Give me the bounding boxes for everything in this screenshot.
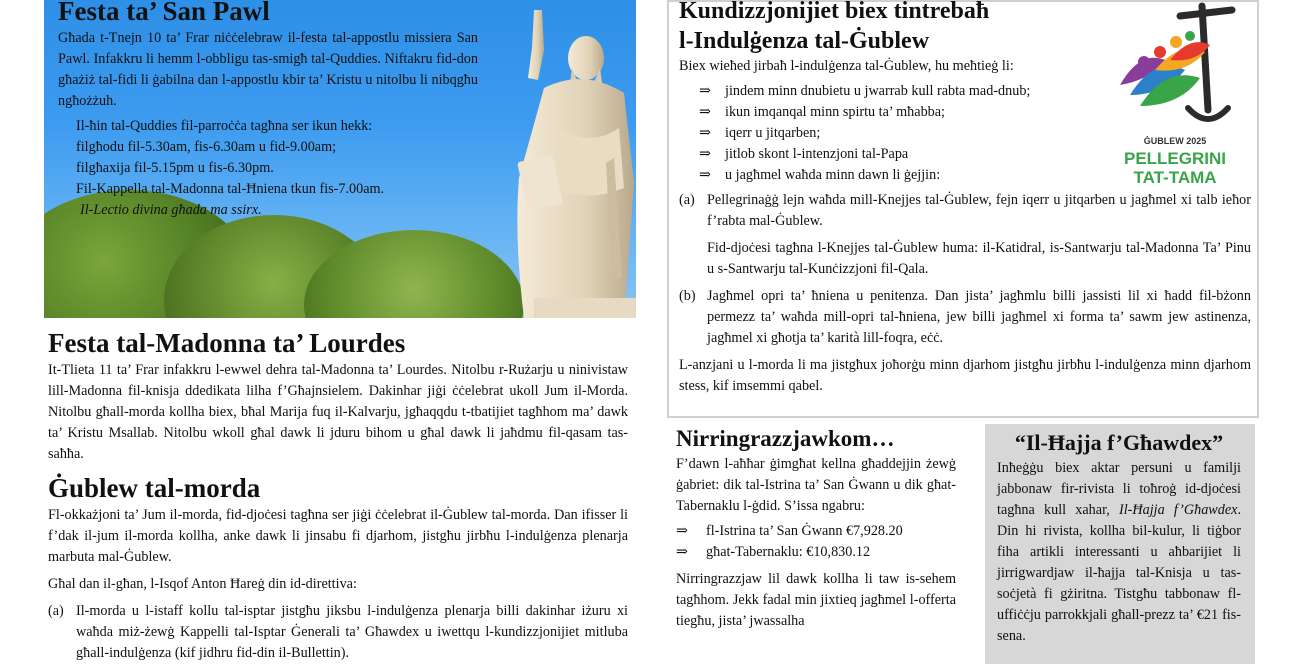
logo-year: ĠUBLEW 2025 bbox=[1143, 136, 1207, 146]
arrow-icon: ⇒ bbox=[699, 146, 711, 162]
arrow-icon: ⇒ bbox=[699, 125, 711, 141]
gublew-morda-body: Fl-okkażjoni ta’ Jum il-morda, fid-djoċesi tagħna ser jiġi ċċelebrat il-Ġublew tal-morda. Dan ifisser li f’dak il-jum il-morda kollha, anke dawk li jinsabu fi djarhom, jistgħu jirbħu l-indulġenza plenarja marbuta mal-Ġublew. bbox=[48, 507, 628, 565]
thanks-intro: F’dawn l-aħħar ġimgħat kellna għaddejjin żewġ ġabriet: dik tal-Istrina ta’ San Ġwann u dik għat-Tabernaklu l-ġdid. S’issa ngabru: bbox=[676, 456, 956, 514]
directive-item-text: Il-morda u l-istaff kollu tal-isptar jistgħu jiksbu l-indulġenza plenarja billi dakinhar iżuru xi waħda miż-żewġ Kappelli tal-Isptar Ġenerali ta’ Għawdex u iwettqu l-kundizzjonijiet mitluba għall-indulġenza (kif jidhru fid-din il-Bullettin). bbox=[76, 603, 628, 661]
jubilee-logo bbox=[1110, 0, 1240, 190]
amount-text: fl-Istrina ta’ San Ġwann €7,928.20 bbox=[706, 523, 903, 539]
gublew-morda-title: Ġublew tal-morda bbox=[48, 473, 261, 503]
item-marker: (b) bbox=[679, 288, 696, 304]
san-pawl-article bbox=[58, 0, 478, 221]
option-a bbox=[679, 190, 1251, 232]
arrow-icon: ⇒ bbox=[699, 167, 711, 183]
item-marker: (a) bbox=[679, 192, 695, 208]
directive-item-a bbox=[48, 601, 628, 664]
arrow-icon: ⇒ bbox=[676, 544, 688, 560]
mass-times-line: filgħaxija fil-5.15pm u fis-6.30pm. bbox=[76, 160, 274, 176]
indulgenza-title-line1: Kundizzjonijiet biex tintrebaħ bbox=[679, 0, 990, 24]
san-pawl-title: Festa ta’ San Pawl bbox=[58, 0, 270, 26]
lourdes-body: It-Tlieta 11 ta’ Frar infakkru l-ewwel dehra tal-Madonna ta’ Lourdes. Nitolbu r-Rużarju u ninivistaw lill-Madonna fil-knisja ddedikata lilha f’Għajnsielem. Dakinhar jiġi ċċelebrat ukoll Jum il-Morda. Nitolbu għall-morda kollha biex, bħal Marija fuq il-Kalvarju, jgħaqqdu t-tbatijiet tagħhom ma’ dawk ta’ Kristu Msallab. Nitolbu wkoll għal dawk li jduru bihom u għal dawk li jaħdmu fil-qasam tas-saħħa. bbox=[48, 362, 628, 462]
mass-times-line: Il-ħin tal-Quddies fil-parroċċa tagħna ser ikun hekk: bbox=[76, 118, 373, 134]
hajja-box bbox=[985, 424, 1255, 664]
amount-row bbox=[676, 542, 956, 563]
logo-motto-line2: TAT-TAMA bbox=[1133, 168, 1217, 187]
mass-times-line: filgħodu fil-5.30am, fis-6.30am u fid-9.00am; bbox=[76, 139, 337, 155]
option-a-text: Pellegrinaġġ lejn waħda mill-Knejjes tal-Ġublew, fejn iqerr u jitqarben u jagħmel xi talb ieħor f’rabta mal-Ġublew. bbox=[707, 192, 1251, 229]
jubilee-churches: Fid-djoċesi tagħna l-Knejjes tal-Ġublew huma: il-Katidral, is-Santwarju tal-Madonna Ta’ Pinu u s-Santwarju tal-Kunċizzjoni fil-Qala. bbox=[707, 240, 1251, 277]
amount-text: għat-Tabernaklu: €10,830.12 bbox=[706, 544, 871, 560]
jubilee-logo-graphic bbox=[1110, 0, 1240, 135]
list-item-text: u jagħmel waħda minn dawn li ġejjin: bbox=[725, 167, 941, 183]
thanks-body: Nirringrazzjaw lil dawk kollha li taw is-sehem tagħhom. Jekk fadal min jixtieq jagħmel l-offerta tiegħu, jista’ jwassalha bbox=[676, 571, 956, 629]
hajja-article bbox=[997, 428, 1241, 647]
list-item-text: iqerr u jitqarben; bbox=[725, 125, 821, 141]
left-column bbox=[48, 326, 628, 664]
option-b-text: Jagħmel opri ta’ ħniena u penitenza. Dan jista’ jagħmlu billi jassisti lil xi ħadd fil-bżonn permezz ta’ waħda mill-opri tal-ħniena, jew billi jagħmel xi forma ta’ sawm jew astinenza, jagħmel xi għotja ta’ karità lill-foqra, eċċ. bbox=[707, 288, 1251, 346]
indulgenza-intro: Biex wieħed jirbaħ l-indulġenza tal-Ġublew, hu meħtieġ li: bbox=[679, 58, 1014, 74]
san-pawl-photo-block bbox=[44, 0, 636, 318]
list-item-text: jitlob skont l-intenzjoni tal-Papa bbox=[725, 146, 909, 162]
san-pawl-intro: Għada t-Tnejn 10 ta’ Frar niċċelebraw il-festa tal-appostlu missiera San Pawl. Infakkru li hemm l-obbligu tas-smigħ tal-Quddies. Niftakru fid-don għażiż tal-fidi li ġabilna dan l-appostlu kbir ta’ Kristu u nitolbu li nibqgħu ngħożżuh. bbox=[58, 30, 478, 109]
thanks-article bbox=[676, 424, 956, 632]
arrow-icon: ⇒ bbox=[676, 523, 688, 539]
hajja-body-end: . Din hi rivista, kollha bil-kulur, li tiġbor fiha artikli interessanti u aħbarijiet li jirrigwardjaw il-ħajja tal-Knisja u tas-soċjetà fi gżiritna. Tistgħu tabbonaw fl-uffiċċju parrokkjali għall-prezz ta’ €21 fis-sena. bbox=[997, 502, 1241, 644]
list-item-text: jindem minn dnubietu u jwarrab kull rabta mad-dnub; bbox=[725, 83, 1031, 99]
hajja-title: “Il-Ħajja f’Għawdex” bbox=[1014, 430, 1224, 455]
list-item-text: ikun imqanqal minn spirtu ta’ mħabba; bbox=[725, 104, 945, 120]
lourdes-title: Festa tal-Madonna ta’ Lourdes bbox=[48, 328, 406, 358]
indulgenza-title-line2: l-Indulġenza tal-Ġublew bbox=[679, 28, 930, 54]
item-marker: (a) bbox=[48, 603, 64, 619]
indulgenza-closing: L-anzjani u l-morda li ma jistgħux joħorġu minn djarhom jistgħu jirbħu l-indulġenza minn djarhom stess, kif imsemmi qabel. bbox=[679, 357, 1251, 394]
hajja-body-start: Inħeġġu biex aktar persuni u familji jabbonaw fir-rivista li toħroġ id-djoċesi tagħna kull xahar, bbox=[997, 460, 1241, 518]
hajja-body bbox=[997, 458, 1241, 647]
gublew-morda-directive: Għal dan il-għan, l-Isqof Anton Ħareġ din id-direttiva: bbox=[48, 576, 357, 592]
arrow-icon: ⇒ bbox=[699, 104, 711, 120]
magazine-name: Il-Ħajja f’Għawdex bbox=[1118, 502, 1238, 518]
logo-motto-line1: PELLEGRINI bbox=[1123, 149, 1226, 168]
arrow-icon: ⇒ bbox=[699, 83, 711, 99]
thanks-title: Nirringrazzjawkom… bbox=[676, 426, 895, 451]
san-pawl-statue bbox=[474, 8, 636, 318]
mass-times bbox=[58, 116, 478, 221]
option-b bbox=[679, 286, 1251, 349]
amount-row bbox=[676, 521, 956, 542]
lectio-note: Il-Lectio divina għada ma ssirx. bbox=[80, 202, 262, 218]
mass-times-line: Fil-Kappella tal-Madonna tal-Ħniena tkun fis-7.00am. bbox=[76, 181, 385, 197]
collection-amounts bbox=[676, 521, 956, 563]
